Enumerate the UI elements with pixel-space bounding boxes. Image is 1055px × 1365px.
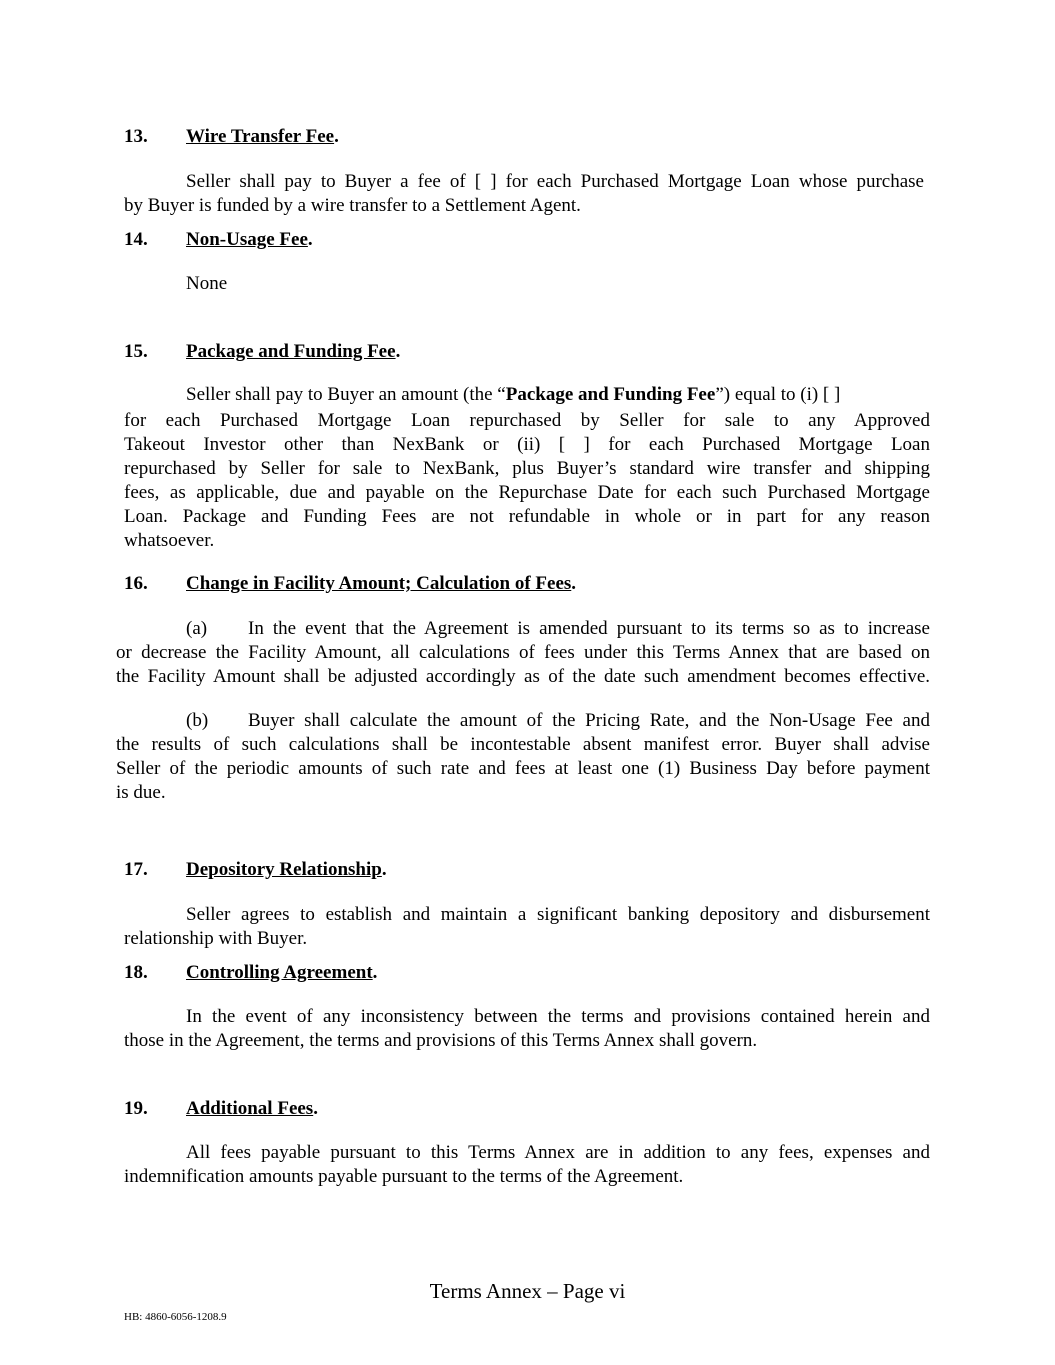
body-line: In the event that the Agreement is amended pursuant to its terms so as to increase [248, 618, 930, 639]
section-number: 18. [124, 962, 148, 983]
section-title: Package and Funding Fee [186, 341, 396, 362]
page-footer: Terms Annex – Page vi [429, 1279, 626, 1303]
section-18-heading: 18. Controlling Agreement. [124, 962, 378, 983]
body-line: the Facility Amount shall be adjusted accordingly as of the date such amendment becomes effective. [116, 666, 930, 687]
section-title: Depository Relationship [186, 859, 382, 880]
section-number: 17. [124, 859, 148, 880]
section-number: 14. [124, 229, 148, 250]
section-14-body [186, 272, 786, 296]
section-title: Additional Fees [186, 1098, 314, 1119]
body-line: Loan. Package and Funding Fees are not refundable in whole or in part for any reason [124, 506, 930, 527]
section-number: 19. [124, 1098, 148, 1119]
body-line: In the event of any inconsistency between the terms and provisions contained herein and [186, 1006, 930, 1027]
body-line: repurchased by Seller for sale to NexBank, plus Buyer’s standard wire transfer and shipping [124, 458, 930, 479]
body-line: fees, as applicable, due and payable on the Repurchase Date for each such Purchased Mortgage [124, 482, 930, 503]
body-line: All fees payable pursuant to this Terms Annex are in addition to any fees, expenses and [186, 1142, 930, 1163]
section-14-heading: 14. Non-Usage Fee. [124, 229, 313, 250]
body-line: Buyer shall calculate the amount of the Pricing Rate, and the Non-Usage Fee and [248, 710, 930, 731]
section-16-heading: 16. Change in Facility Amount; Calculation of Fees. [124, 573, 577, 594]
section-title: Controlling Agreement [186, 962, 373, 983]
section-17-heading: 17. Depository Relationship. [124, 859, 387, 880]
section-15-body [124, 409, 930, 553]
body-line: is due. [116, 782, 166, 803]
section-13-body [124, 170, 924, 218]
body-line: Seller shall pay to Buyer a fee of [ ] for each Purchased Mortgage Loan whose purchase [186, 171, 924, 192]
document-id: HB: 4860-6056-1208.9 [124, 1311, 227, 1323]
section-19-heading: 19. Additional Fees. [124, 1098, 318, 1119]
section-15-first-line: Seller shall pay to Buyer an amount (the “Package and Funding Fee”) equal to (i) [ ] [186, 384, 841, 405]
body-line: Takeout Investor other than NexBank or (ii) [ ] for each Purchased Mortgage Loan [124, 434, 930, 455]
body-line: for each Purchased Mortgage Loan repurchased by Seller for sale to any Approved [124, 410, 930, 431]
body-line: or decrease the Facility Amount, all calculations of fees under this Terms Annex that are based on [116, 642, 930, 663]
body-line: indemnification amounts payable pursuant to the terms of the Agreement. [124, 1166, 684, 1187]
body-line: None [186, 273, 228, 294]
section-17-body [124, 903, 930, 951]
body-line: Seller agrees to establish and maintain a significant banking depository and disbursement [186, 904, 930, 925]
defined-term: Package and Funding Fee [505, 384, 716, 405]
section-18-body [124, 1005, 930, 1053]
sub-label: (b) [186, 710, 209, 731]
section-number: 15. [124, 341, 148, 362]
section-15-heading: 15. Package and Funding Fee. [124, 341, 401, 362]
section-number: 16. [124, 573, 148, 594]
section-number: 13. [124, 126, 148, 147]
section-13-heading: 13. Wire Transfer Fee. [124, 126, 339, 147]
section-16b-body [116, 709, 930, 805]
section-16a-body [116, 617, 930, 689]
section-title: Non-Usage Fee [186, 229, 308, 250]
section-19-body [124, 1141, 930, 1189]
section-title: Wire Transfer Fee [186, 126, 335, 147]
body-line: Seller of the periodic amounts of such rate and fees at least one (1) Business Day before payment [116, 758, 930, 779]
section-title: Change in Facility Amount; Calculation of Fees [186, 573, 572, 594]
body-line: by Buyer is funded by a wire transfer to a Settlement Agent. [124, 195, 581, 216]
body-line: the results of such calculations shall be incontestable absent manifest error. Buyer shall advise [116, 734, 930, 755]
body-line: those in the Agreement, the terms and provisions of this Terms Annex shall govern. [124, 1030, 758, 1051]
sub-label: (a) [186, 618, 208, 639]
body-line: whatsoever. [124, 530, 215, 551]
body-line: relationship with Buyer. [124, 928, 308, 949]
